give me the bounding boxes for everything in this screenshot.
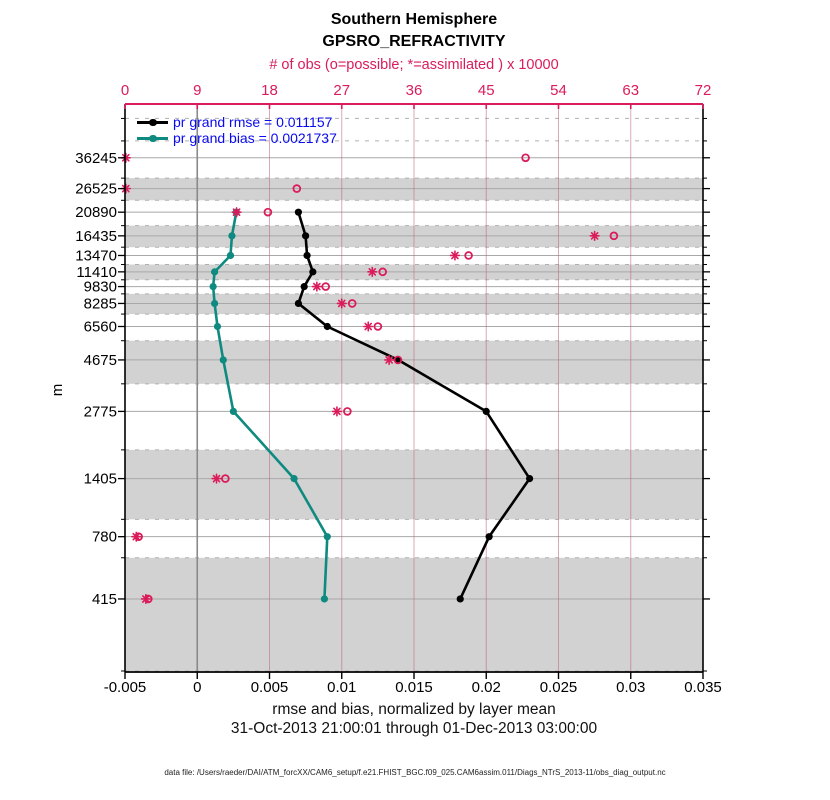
top-tick-label: 36 (405, 82, 423, 99)
bottom-tick-label: 0.015 (395, 679, 433, 696)
bottom-tick-label: 0 (193, 679, 202, 696)
y-tick-label: 780 (91, 528, 117, 546)
rmse-point (483, 408, 490, 415)
y-tick-label: 8285 (83, 295, 117, 313)
legend-bias-label: pr grand bias = 0.0021737 (173, 130, 337, 146)
rmse-point (324, 323, 331, 330)
bottom-tick-label: 0.02 (471, 679, 501, 696)
bottom-axis-label: rmse and bias, normalized by layer mean (272, 701, 556, 718)
rmse-point (301, 283, 308, 290)
top-tick-label: 54 (550, 82, 567, 99)
y-tick-label: 4675 (83, 351, 117, 369)
rmse-point (309, 268, 316, 275)
y-tick-label: 16435 (75, 227, 117, 245)
chart-title: Southern Hemisphere (330, 11, 498, 28)
bias-point (290, 475, 297, 482)
chart-subtitle: GPSRO_REFRACTIVITY (322, 33, 506, 50)
bias-point (220, 356, 227, 363)
y-tick-label: 1405 (83, 470, 117, 488)
bias-point (211, 268, 218, 275)
bottom-tick-label: 0.025 (539, 679, 578, 696)
bottom-tick-label: 0.01 (327, 679, 357, 696)
top-tick-label: 45 (477, 82, 495, 99)
y-tick-label: 415 (91, 590, 117, 608)
top-axis-label: # of obs (o=possible; *=assimilated ) x 10000 (269, 57, 559, 73)
legend-rmse-label: pr grand rmse = 0.011157 (173, 114, 333, 130)
rmse-point (295, 300, 302, 307)
y-tick-label: 13470 (75, 247, 117, 265)
top-tick-label: 9 (193, 82, 202, 99)
bias-point (210, 283, 217, 290)
bias-point (324, 533, 331, 540)
top-tick-label: 18 (261, 82, 278, 99)
bias-legend-marker (137, 130, 168, 146)
bias-point (321, 595, 328, 602)
bias-point (211, 300, 218, 307)
bias-point (230, 408, 237, 415)
y-tick-label: 20890 (75, 204, 117, 222)
legend (137, 114, 337, 146)
rmse-point (457, 595, 464, 602)
y-tick-label: 36245 (75, 149, 117, 167)
bias-point (228, 232, 235, 239)
top-tick-label: 63 (622, 82, 640, 99)
rmse-point (526, 475, 533, 482)
y-tick-label: 11410 (76, 263, 117, 281)
data-file-footnote: data file: /Users/raeder/DAI/ATM_forcXX/CAM6_setup/f.e21.FHIST_BGC.f09_025.CAM6assim.011/Diags_NTrS_2013-11/obs_diag_output.nc (164, 768, 666, 777)
bias-dot-sample (149, 135, 157, 143)
y-axis-label: m (49, 383, 66, 397)
bottom-tick-label: 0.005 (250, 679, 289, 696)
top-tick-label: 72 (694, 82, 712, 99)
bias-point (214, 323, 221, 330)
rmse-point (302, 232, 309, 239)
rmse-dot-sample (149, 119, 157, 127)
rmse-point (486, 533, 493, 540)
y-tick-label: 6560 (83, 318, 117, 336)
rmse-point (295, 209, 302, 216)
y-tick-label: 26525 (75, 180, 117, 198)
y-tick-label: 9830 (83, 278, 117, 296)
y-tick-label: 2775 (83, 403, 117, 421)
legend-entry-bias (137, 130, 337, 146)
bottom-tick-label: 0.03 (616, 679, 646, 696)
bias-point (227, 252, 234, 259)
bottom-tick-label: 0.035 (684, 679, 722, 696)
bottom-tick-label: -0.005 (103, 679, 147, 696)
rmse-legend-marker (137, 114, 168, 130)
date-range-label: 31-Oct-2013 21:00:01 through 01-Dec-2013 03:00:00 (230, 720, 598, 737)
top-tick-label: 27 (333, 82, 351, 99)
legend-entry-rmse (137, 114, 337, 130)
top-tick-label: 0 (120, 82, 130, 99)
rmse-point (303, 252, 310, 259)
